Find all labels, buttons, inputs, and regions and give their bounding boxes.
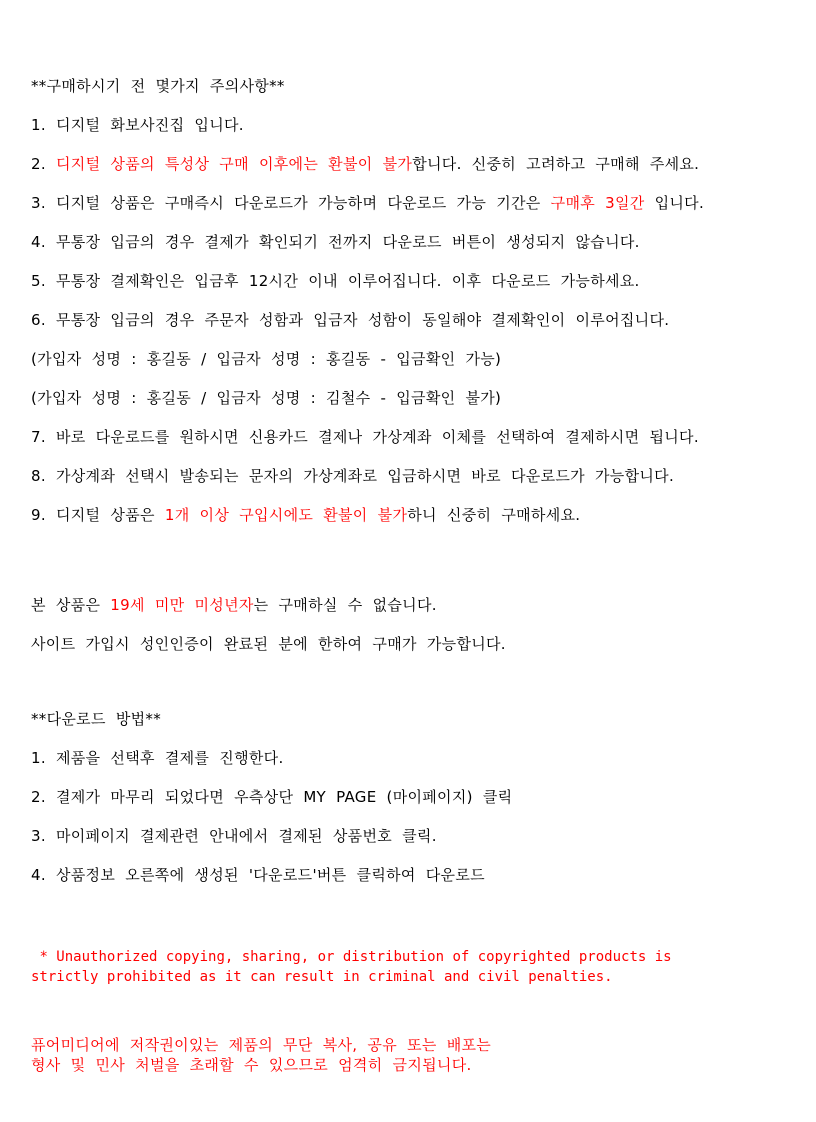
highlighted-text-segment: strictly prohibited as it can result in criminal and civil penalties. xyxy=(31,969,613,985)
text-segment: 4. 상품정보 오른쪽에 생성된 '다운로드'버튼 클릭하여 다운로드 xyxy=(31,866,485,884)
highlighted-text-segment: 19세 미만 미성년자 xyxy=(110,596,254,614)
age-restriction-line-1 xyxy=(31,597,802,614)
text-segment: (가입자 성명 : 홍길동 / 입금자 성명 : 김철수 - 입금확인 불가) xyxy=(31,389,502,407)
copyright-warning-en-line-1 xyxy=(31,949,802,966)
text-segment: 하니 신중히 구매하세요. xyxy=(407,506,581,524)
copyright-warning-en-line-2 xyxy=(31,969,802,986)
notice-item-7 xyxy=(31,429,802,446)
text-segment: 합니다. 신중히 고려하고 구매해 주세요. xyxy=(412,155,700,173)
age-restriction-line-2 xyxy=(31,636,802,653)
text-segment: 2. xyxy=(31,155,56,173)
text-segment: (가입자 성명 : 홍길동 / 입금자 성명 : 홍길동 - 입금확인 가능) xyxy=(31,350,502,368)
text-segment: 6. 무통장 입금의 경우 주문자 성함과 입금자 성함이 동일해야 결제확인이 이루어집니다. xyxy=(31,311,670,329)
notice-item-3 xyxy=(31,195,802,212)
notice-item-5 xyxy=(31,273,802,290)
text-segment: 7. 바로 다운로드를 원하시면 신용카드 결제나 가상계좌 이체를 선택하여 결제하시면 됩니다. xyxy=(31,428,699,446)
copyright-warning-korean xyxy=(31,1037,802,1074)
purchase-notice-section xyxy=(31,78,802,524)
text-segment: 본 상품은 xyxy=(31,596,111,614)
notice-item-1 xyxy=(31,117,802,134)
notice-item-4 xyxy=(31,234,802,251)
download-step-3 xyxy=(31,828,802,845)
text-segment: 3. 마이페이지 결제관련 안내에서 결제된 상품번호 클릭. xyxy=(31,827,437,845)
highlighted-text-segment: 1개 이상 구입시에도 환불이 불가 xyxy=(164,506,408,524)
text-segment: 사이트 가입시 성인인증이 완료된 분에 한하여 구매가 가능합니다. xyxy=(31,635,506,653)
notice-example-match xyxy=(31,351,802,368)
text-segment: **구매하시기 전 몇가지 주의사항** xyxy=(31,77,285,95)
text-segment: 입니다. xyxy=(644,194,705,212)
notice-item-9 xyxy=(31,507,802,524)
highlighted-text-segment: 퓨어미디어에 저작권이있는 제품의 무단 복사, 공유 또는 배포는 xyxy=(31,1036,492,1054)
text-segment: 4. 무통장 입금의 경우 결제가 확인되기 전까지 다운로드 버튼이 생성되지 않습니다. xyxy=(31,233,640,251)
notice-item-6 xyxy=(31,312,802,329)
text-segment: **다운로드 방법** xyxy=(31,710,162,728)
download-guide-title xyxy=(31,711,802,728)
text-segment: 5. 무통장 결제확인은 입금후 12시간 이내 이루어집니다. 이후 다운로드 가능하세요. xyxy=(31,272,640,290)
download-step-1 xyxy=(31,750,802,767)
highlighted-text-segment: 디지털 상품의 특성상 구매 이후에는 환불이 불가 xyxy=(55,155,413,173)
text-segment: 1. 디지털 화보사진집 입니다. xyxy=(31,116,244,134)
highlighted-text-segment: 구매후 3일간 xyxy=(550,194,645,212)
download-step-2 xyxy=(31,789,802,806)
copyright-warning-english xyxy=(31,949,802,986)
text-segment: 9. 디지털 상품은 xyxy=(31,506,165,524)
text-segment: 2. 결제가 마무리 되었다면 우측상단 MY PAGE (마이페이지) 클릭 xyxy=(31,788,513,806)
copyright-warning-ko-line-1 xyxy=(31,1037,802,1054)
notice-item-2 xyxy=(31,156,802,173)
text-segment: 8. 가상계좌 선택시 발송되는 문자의 가상계좌로 입금하시면 바로 다운로드가 가능합니다. xyxy=(31,467,675,485)
text-segment: 1. 제품을 선택후 결제를 진행한다. xyxy=(31,749,284,767)
purchase-notice-title xyxy=(31,78,802,95)
notice-item-8 xyxy=(31,468,802,485)
highlighted-text-segment: * Unauthorized copying, sharing, or distribution of copyrighted products is xyxy=(31,949,672,965)
download-step-4 xyxy=(31,867,802,884)
age-restriction-section xyxy=(31,597,802,653)
notice-example-mismatch xyxy=(31,390,802,407)
text-segment: 는 구매하실 수 없습니다. xyxy=(253,596,437,614)
copyright-warning-ko-line-2 xyxy=(31,1057,802,1074)
highlighted-text-segment: 형사 및 민사 처벌을 초래할 수 있으므로 엄격히 금지됩니다. xyxy=(31,1056,472,1074)
text-segment: 3. 디지털 상품은 구매즉시 다운로드가 가능하며 다운로드 가능 기간은 xyxy=(31,194,551,212)
download-guide-section xyxy=(31,711,802,884)
